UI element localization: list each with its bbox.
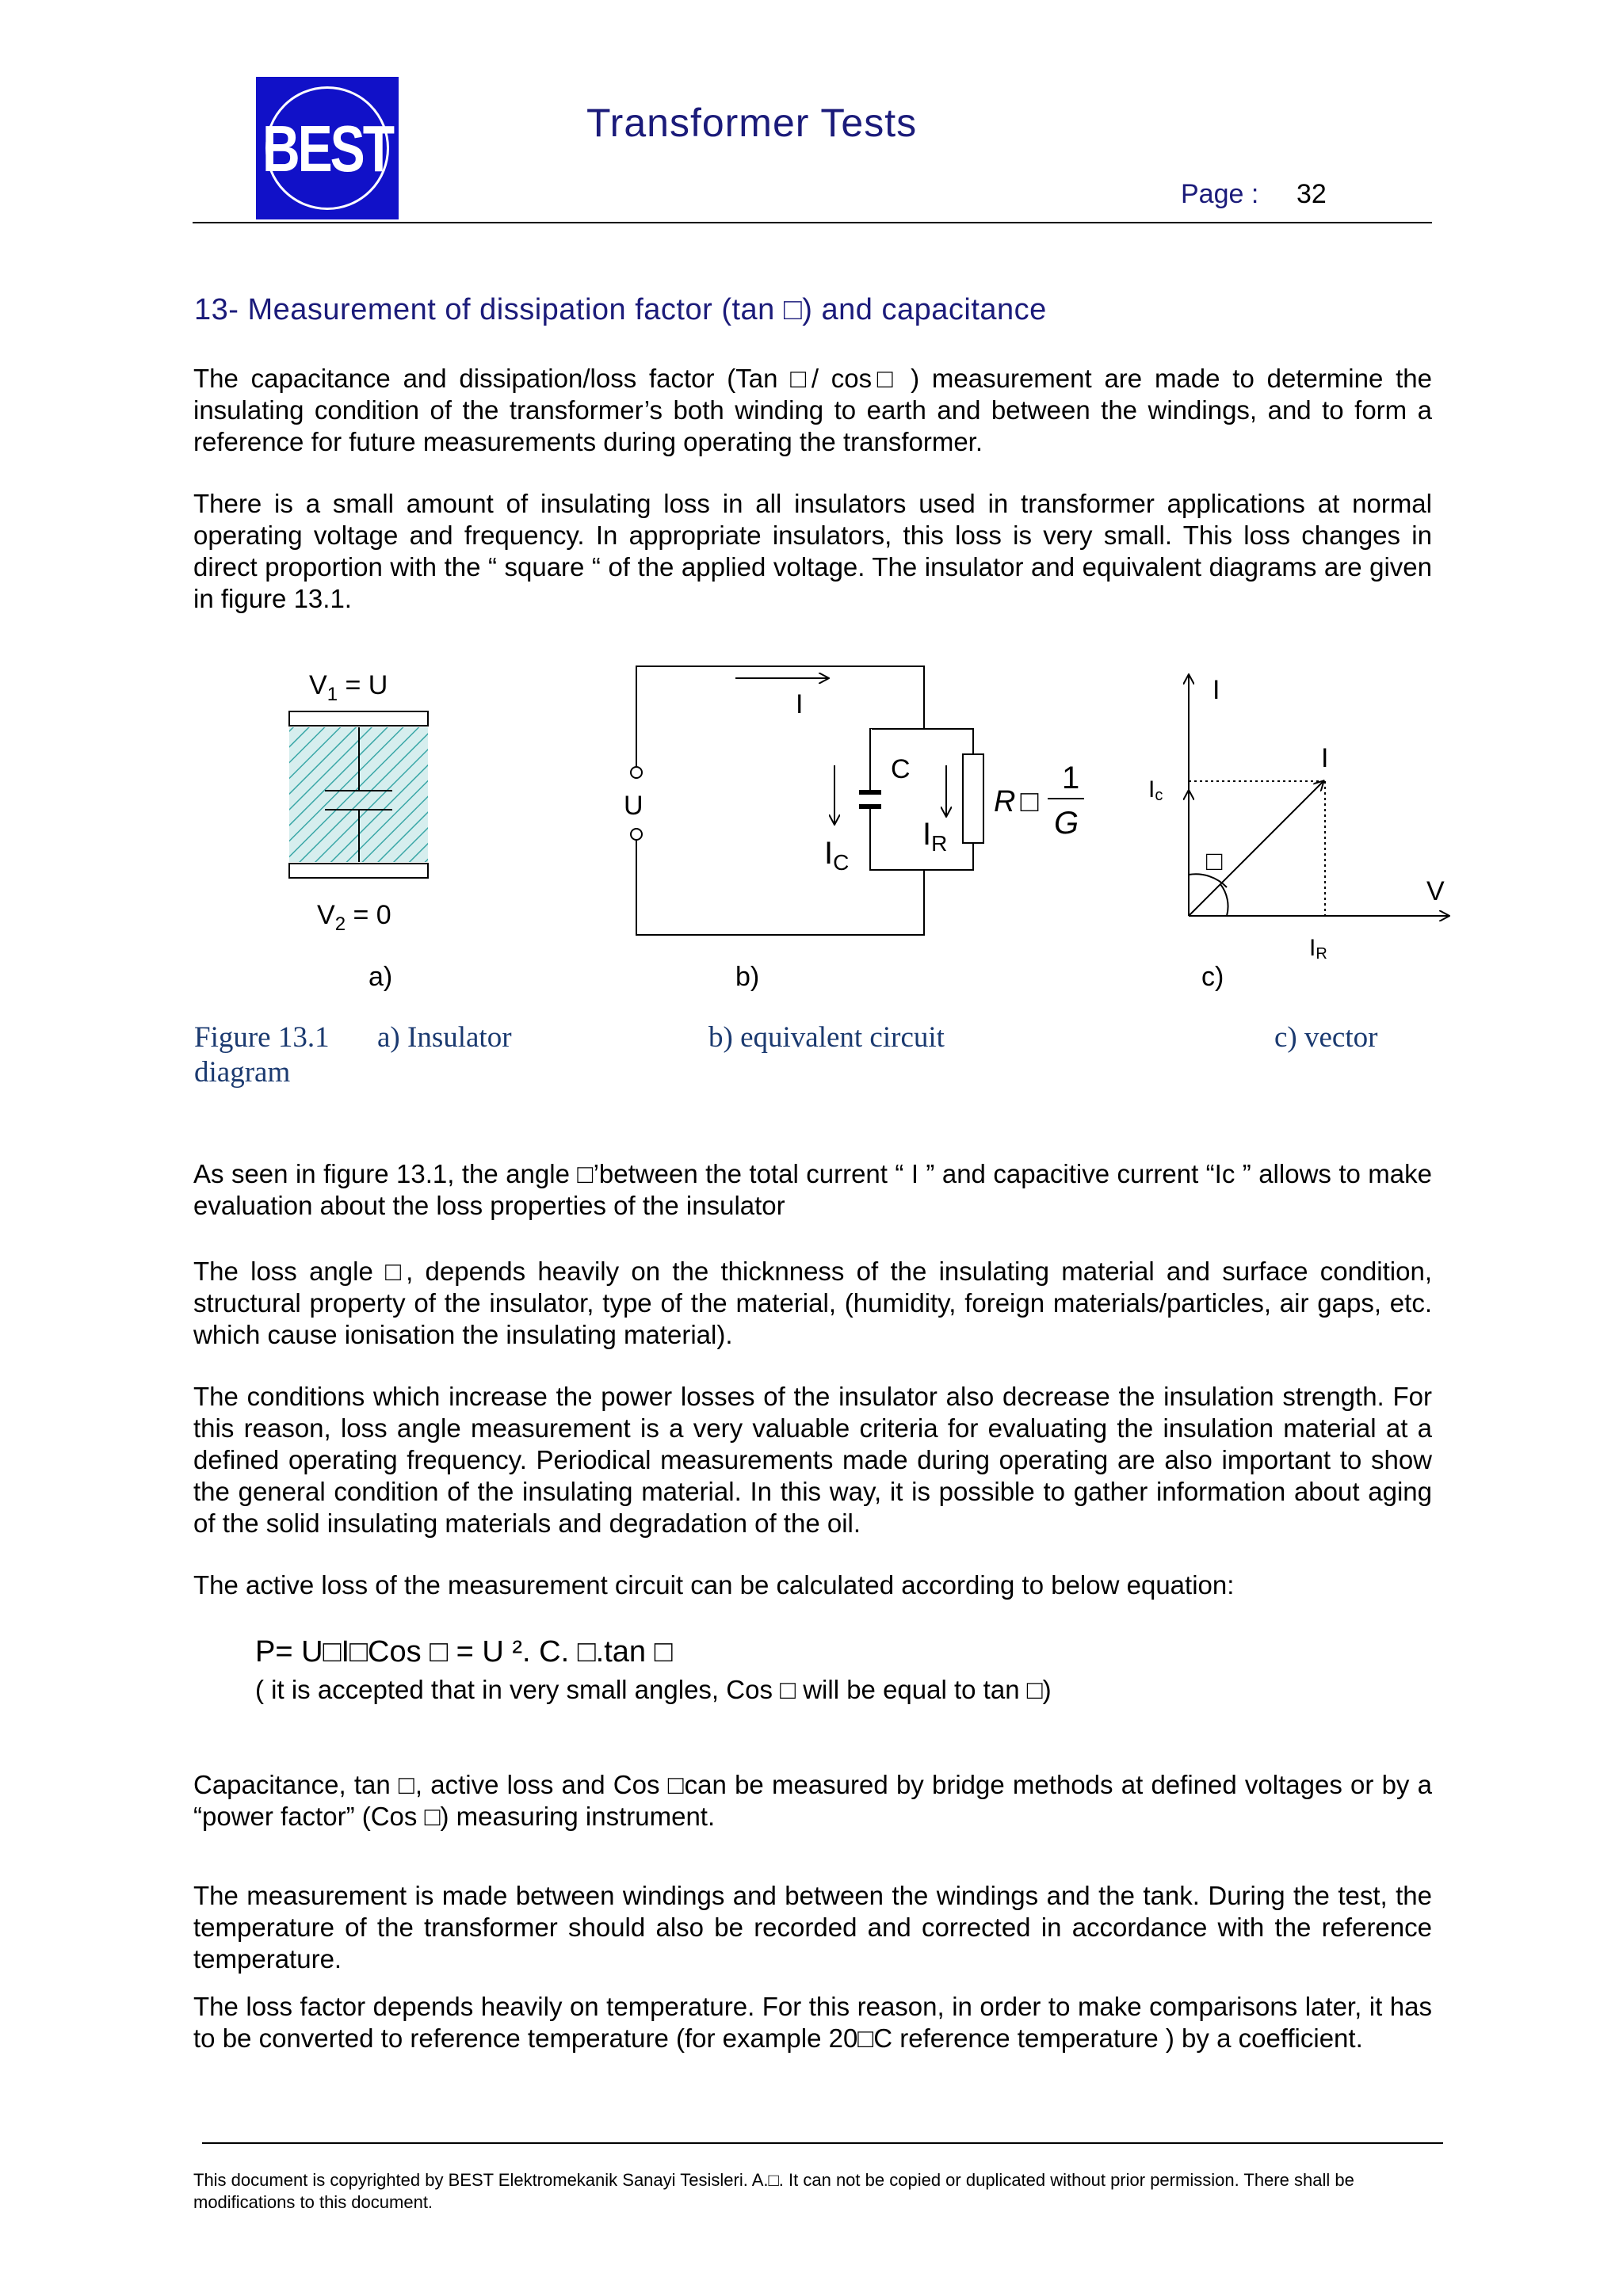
- paragraph-4: The loss angle □, depends heavily on the thicknness of the insulating material and surface condition, structural property of the insulator, type of the material, (humidity, foreign materials/particles, air gaps, etc. which cause ionisation the insulating material).: [193, 1257, 1432, 1349]
- axis-i-label: I: [1212, 675, 1220, 705]
- voltage-u-label: U: [624, 791, 643, 821]
- figure-caption-diagram: diagram: [194, 1056, 291, 1089]
- resistor: [963, 754, 983, 843]
- figure-caption-c: c) vector: [1274, 1021, 1378, 1054]
- resistance-label: R □: [994, 785, 1039, 818]
- terminal-top: [631, 767, 642, 778]
- ic-label: $I_C$: [824, 836, 850, 875]
- vector-diagram: [1148, 675, 1449, 992]
- copyright-footer: This document is copyrighted by BEST Elektromekanik Sanayi Tesisleri. A.□. It can not be copied or duplicated without prior permission. There shall be modifications to this document.: [193, 2170, 1354, 2212]
- paragraph-8: The measurement is made between windings and between the windings and the tank. During the test, the temperature of the transformer should also be recorded and corrected in accordance with the reference temperature.: [193, 1881, 1432, 1974]
- v1-label: $V_1 = U$: [309, 670, 388, 705]
- v2-label: $V_2 = 0$: [317, 900, 391, 935]
- logo-text: BEST: [262, 111, 393, 185]
- paragraph-1: The capacitance and dissipation/loss factor (Tan □/ cos□ ) measurement are made to determine the insulating condition of the transformer’s both winding to earth and between the windings, and to form a reference for future measurements during operating the transformer.: [193, 364, 1432, 456]
- bottom-plate: [289, 864, 428, 878]
- fraction-numerator: 1: [1062, 761, 1080, 795]
- figure-caption-b: b) equivalent circuit: [708, 1021, 945, 1054]
- axis-v-label: V: [1426, 876, 1445, 906]
- vector-i-label: I: [1321, 743, 1329, 773]
- figure-13-1: [0, 650, 1623, 1014]
- paragraph-9: The loss factor depends heavily on temperature. For this reason, in order to make comparisons later, it has to be converted to reference temperature (for example 20□C reference temperature ) by a coefficient.: [193, 1992, 1432, 2053]
- section-title: Measurement of dissipation factor (tan □) and capacitance: [247, 293, 1047, 326]
- ir-label: $I_R$: [922, 817, 948, 856]
- section-heading: [194, 293, 1047, 327]
- figure-caption-a: a) Insulator: [377, 1021, 512, 1054]
- figure-b-letter: b): [735, 962, 760, 992]
- best-logo: [256, 77, 399, 219]
- paragraph-2: There is a small amount of insulating loss in all insulators used in transformer applications at normal operating voltage and frequency. In appropriate insulators, this loss is very small. This loss changes in direct proportion with the “ square “ of the applied voltage. The insulator and equivalent diagrams are given in figure 13.1.: [193, 489, 1432, 613]
- terminal-bottom: [631, 829, 642, 840]
- page-number: 32: [1296, 179, 1327, 209]
- equation-note: ( it is accepted that in very small angles, Cos □ will be equal to tan □): [255, 1675, 1052, 1704]
- angle-symbol: □: [1206, 846, 1223, 876]
- loss-angle-arc-phi: [1220, 884, 1228, 916]
- header-divider: [193, 222, 1432, 223]
- paragraph-7: Capacitance, tan □, active loss and Cos □can be measured by bridge methods at defined voltages or by a “power factor” (Cos □) measuring instrument.: [193, 1770, 1432, 1831]
- document-title: Transformer Tests: [586, 101, 918, 145]
- capacitor-c-label: C: [891, 754, 911, 784]
- footer-divider: [202, 2142, 1443, 2144]
- figure-a-letter: a): [369, 962, 393, 992]
- top-plate: [289, 711, 428, 726]
- capacitor-plate-bottom: [859, 804, 881, 809]
- paragraph-5: The conditions which increase the power losses of the insulator also decrease the insulation strength. For this reason, loss angle measurement is a very valuable criteria for evaluating the insulation material at a defined operating frequency. Periodical measurements made during operating are also important to show the general condition of the insulating material. In this way, it is possible to gather information about aging of the solid insulating materials and degradation of the oil.: [193, 1382, 1432, 1538]
- section-number: 13-: [194, 293, 239, 326]
- insulator-diagram: [289, 670, 428, 992]
- figure-c-letter: c): [1201, 962, 1224, 992]
- paragraph-6: The active loss of the measurement circuit can be calculated according to below equation:: [193, 1570, 1235, 1600]
- capacitor-plate-top: [859, 790, 881, 795]
- page-label: Page :: [1181, 179, 1259, 209]
- vector-ir-label: IR: [1309, 935, 1327, 963]
- fraction-denominator: G: [1054, 806, 1079, 841]
- figure-caption-number: Figure 13.1: [194, 1021, 330, 1054]
- equivalent-circuit: [624, 666, 1084, 992]
- paragraph-3: As seen in figure 13.1, the angle □’between the total current “ I ” and capacitive current “Iᴄ ” allows to make evaluation about the loss properties of the insulator: [193, 1159, 1432, 1220]
- current-i-label: I: [796, 689, 804, 719]
- power-equation: P= U□I□Cos □ = U ². C. □.tan □: [255, 1635, 673, 1669]
- vector-ic-label: Ic: [1148, 776, 1163, 804]
